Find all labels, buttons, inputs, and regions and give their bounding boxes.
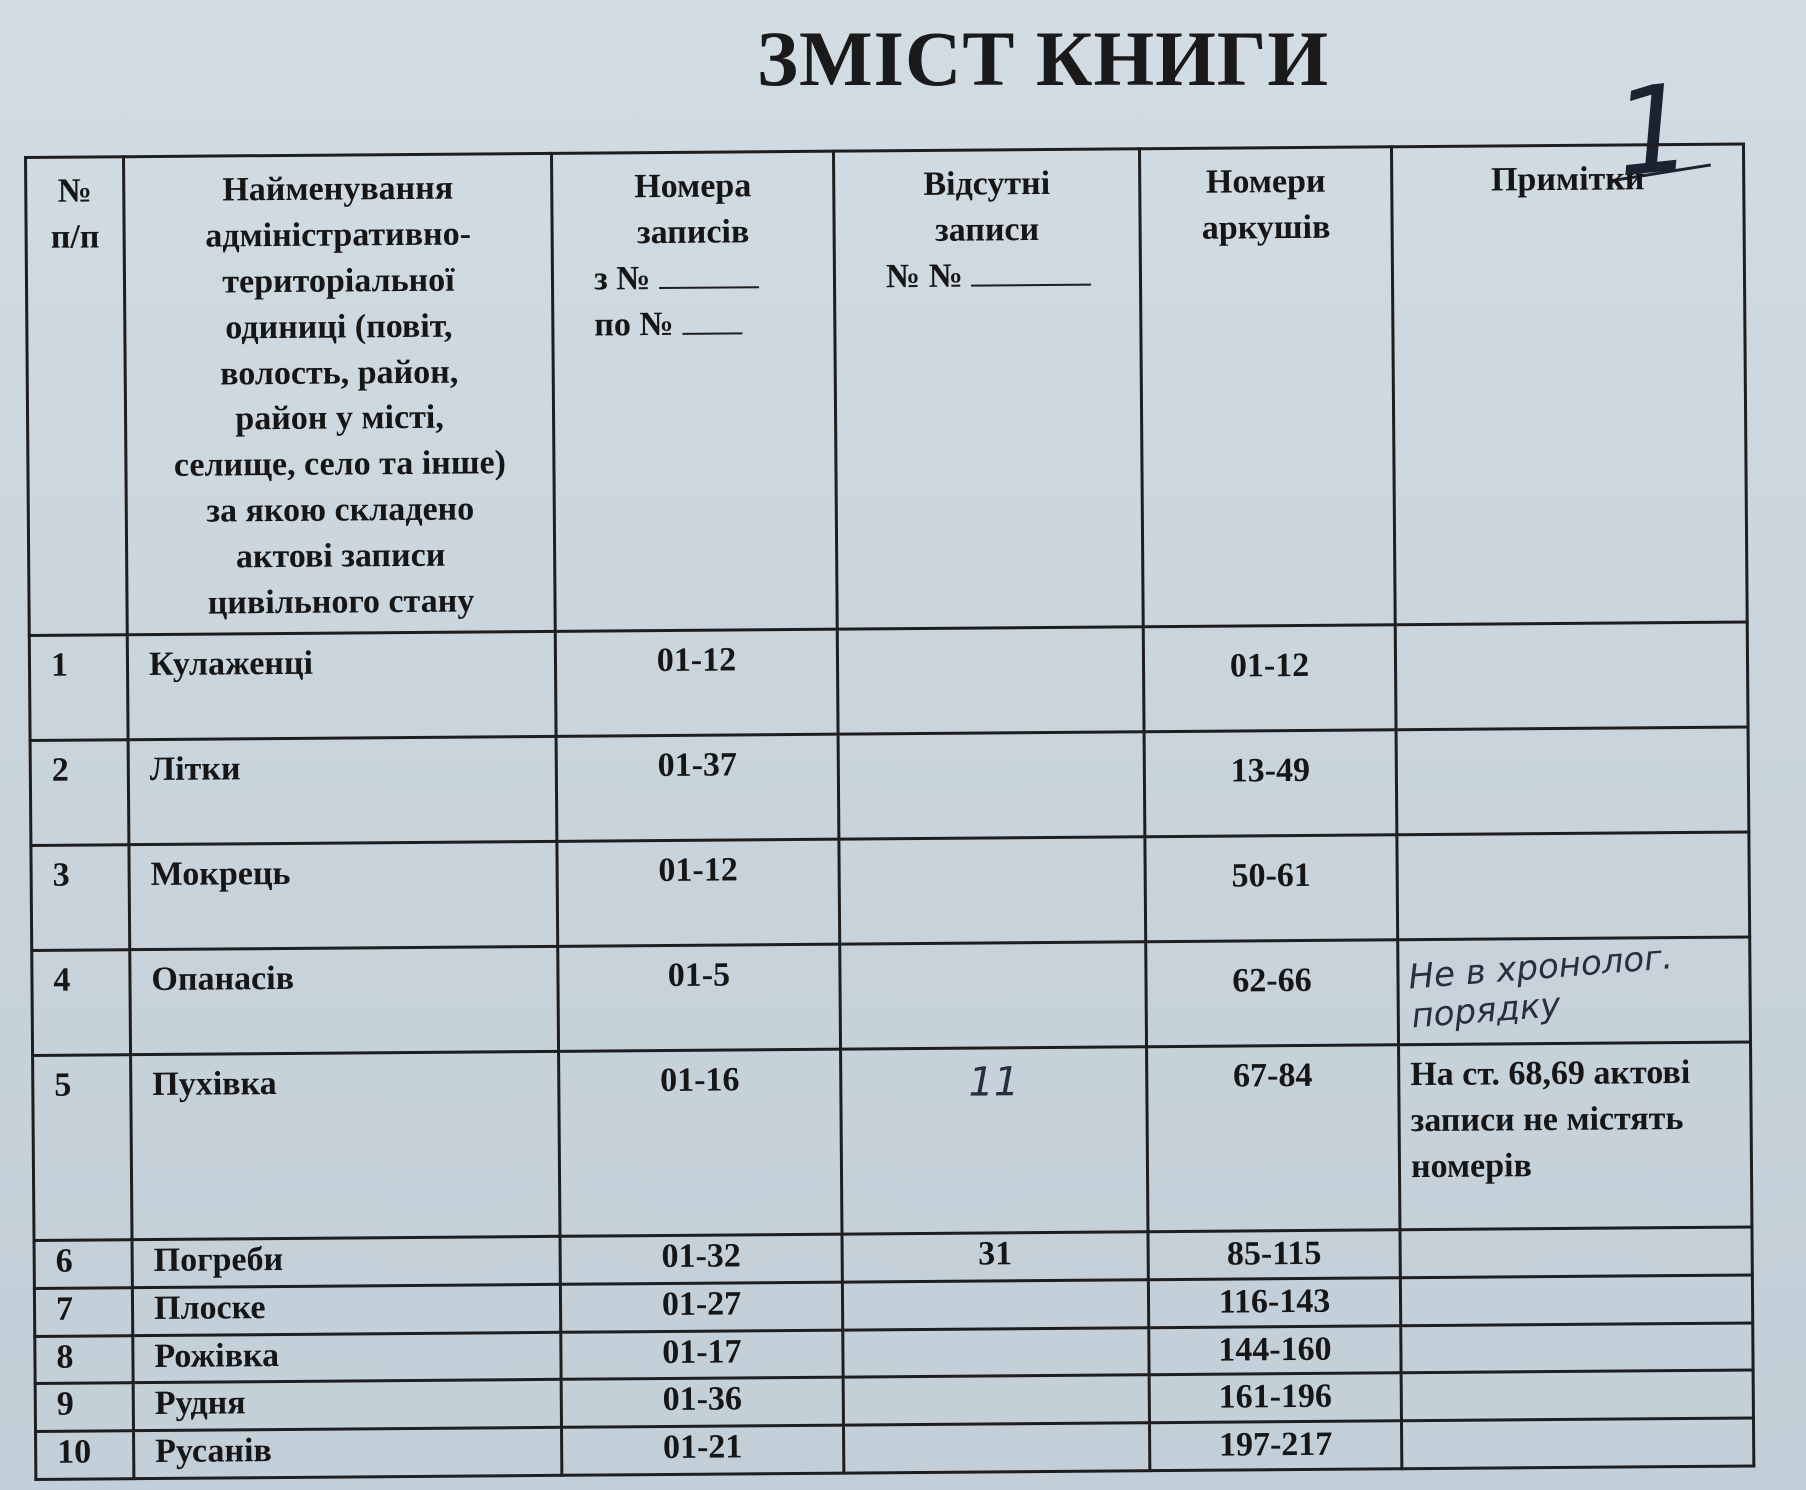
note <box>1401 1322 1753 1373</box>
note <box>1396 727 1749 835</box>
header-row <box>26 144 1748 635</box>
note <box>1395 622 1748 730</box>
row-number: 10 <box>36 1431 134 1480</box>
record-range: 01-12 <box>555 629 838 736</box>
note <box>1398 937 1751 1045</box>
note <box>1401 1370 1753 1421</box>
handwritten-missing-record: 11 <box>968 1059 1020 1106</box>
unit-name: Літки <box>128 736 557 844</box>
row-number: 1 <box>29 635 128 741</box>
sheet-range: 67-84 <box>1147 1045 1400 1232</box>
row-number: 6 <box>34 1240 132 1289</box>
unit-name: Кулаженці <box>127 631 556 739</box>
sheet-range: 01-12 <box>1143 625 1396 732</box>
header-number: № п/п <box>26 157 128 636</box>
sheet-range: 197-217 <box>1149 1421 1401 1471</box>
record-range: 01-17 <box>561 1330 843 1380</box>
missing-records <box>843 1327 1149 1377</box>
note <box>1397 832 1750 940</box>
row-number: 3 <box>31 845 130 951</box>
record-range: 01-12 <box>557 839 840 946</box>
unit-name: Пухівка <box>131 1051 560 1239</box>
missing-records <box>842 1279 1148 1329</box>
row-number: 9 <box>35 1383 133 1432</box>
note <box>1400 1275 1752 1326</box>
table-row <box>31 832 1750 950</box>
sheet-range: 13-49 <box>1144 730 1397 837</box>
missing-records <box>843 1423 1149 1473</box>
row-number: 7 <box>34 1287 132 1336</box>
missing-records <box>840 942 1147 1049</box>
record-range: 01-21 <box>562 1425 844 1475</box>
record-range: 01-32 <box>560 1234 842 1284</box>
sheet-range: 62-66 <box>1146 940 1399 1047</box>
unit-name: Рудня <box>133 1380 561 1431</box>
record-range: 01-27 <box>560 1282 842 1332</box>
unit-name: Мокрець <box>129 841 558 949</box>
handwritten-page-number: 1 <box>1607 58 1699 205</box>
note <box>1400 1227 1752 1278</box>
header-sheet-numbers: Номери аркушів <box>1139 147 1395 627</box>
sheet-range: 50-61 <box>1145 835 1398 942</box>
sheet-range: 161-196 <box>1149 1373 1401 1423</box>
sheet-range: 116-143 <box>1148 1277 1400 1327</box>
sheet-range: 85-115 <box>1148 1230 1400 1280</box>
table-row <box>33 1042 1752 1240</box>
contents-table <box>24 142 1755 1480</box>
unit-name: Рожівка <box>133 1332 561 1383</box>
sheet-range: 144-160 <box>1149 1325 1401 1375</box>
note: На ст. 68,69 актові записи не містять номерів <box>1399 1042 1752 1230</box>
row-number: 2 <box>30 740 129 846</box>
header-notes: Примітки <box>1391 144 1747 625</box>
unit-name: Погреби <box>132 1236 560 1287</box>
note <box>1401 1418 1753 1469</box>
missing-records <box>843 1375 1149 1425</box>
record-range: 01-16 <box>559 1049 842 1236</box>
missing-records <box>839 837 1146 944</box>
table-row <box>30 727 1749 845</box>
table-row <box>29 622 1748 740</box>
header-record-numbers: Номера записів з № по № <box>551 151 837 631</box>
header-unit-name: Найменування адміністративно- територіальної одиниці (повіт, волость, район, район у місті, селище, село та інше) за якою складено актові записи цивільного стану <box>124 153 556 634</box>
row-number: 8 <box>35 1335 133 1384</box>
contents-table-wrapper <box>24 143 1752 1471</box>
missing-records <box>841 1047 1148 1234</box>
handwritten-note: Не в хронолог. порядку <box>1406 937 1675 1037</box>
missing-records: 31 <box>842 1232 1148 1282</box>
unit-name: Плоске <box>132 1284 560 1335</box>
unit-name: Русанів <box>134 1427 562 1478</box>
unit-name: Опанасів <box>130 946 559 1054</box>
record-range: 01-36 <box>561 1377 843 1427</box>
row-number: 4 <box>32 950 131 1056</box>
record-range: 01-5 <box>558 944 841 1051</box>
header-missing-records: Відсутні записи № № <box>833 149 1143 629</box>
page-title: ЗМІСТ КНИГИ <box>756 15 1330 102</box>
missing-records <box>837 627 1144 734</box>
row-number: 5 <box>33 1055 132 1241</box>
record-range: 01-37 <box>556 734 839 841</box>
table-row <box>32 937 1751 1055</box>
missing-records <box>838 732 1145 839</box>
